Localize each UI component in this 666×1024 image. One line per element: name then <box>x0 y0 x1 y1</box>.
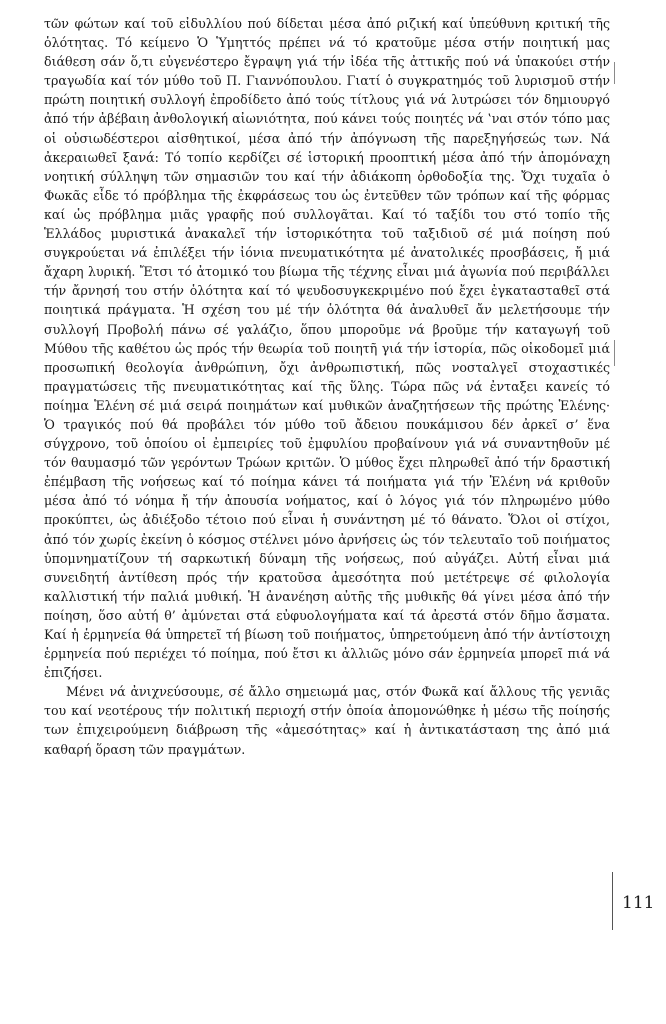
margin-mark-middle <box>614 340 615 366</box>
paragraph-closing: Μένει νά ἀνιχνεύσουμε, σέ ἄλλο σημειωμά μας, στόν Φωκᾶ καί ἄλλους τῆς γενιᾶς του καί νεοτέρους τήν πολιτική περιοχή στήν ὁποία ἀπομονώθηκε ἡ μέσω τῆς ποίησής των ἐπιχειρούμενη διάβρωση τῆς «ἀμεσότητας» καί ἡ ἀντικατάσταση της ἀπό μιά καθαρή ὅραση τῶν πραγμάτων. <box>44 684 610 757</box>
paragraph-main: τῶν φώτων καί τοῦ εἰδυλλίου πού δίδεται μέσα ἀπό ριζική καί ὑπεύθυνη κριτική τῆς ὁλότητας. Τό κείμενο Ὁ Ὑμηττός πρέπει νά τό κρατοῦμε μέσα στήν ποιητική μας διάθεση σάν ὅ,τι εὐγενέστερο ἔγραψη γιά τήν ἰδέα τῆς ἀττικῆς πού νά ὑπακούει στήν τραγωδία καί τόν μύθο τοῦ Π. Γιαννόπουλου. Γιατί ὁ συγκρατημός τοῦ λυρισμοῦ στήν πρώτη ποιητική συλλογή ἐπροδίδετο ἀπό τούς τίτλους γιά νά λυτρώσει τόν δημιουργό ἀπό τήν ἀβέβαιη ἀνθολογική αἰωνιότητα, πού κάνει τούς ποιητές νά ‛ναι στόν τόπο μας οἱ οὐσιωδέστεροι αἰσθητικοί, μέσα ἀπό τήν ἀπόγνωση τῆς παρεξηγήσεώς των. Νά ἀκεραιωθεῖ ξανά: Τό τοπίο κερδίζει σέ ἱστορική προοπτική μέσα ἀπό τήν ἀπομόναχη νοητική σύλληψη τῶν σημασιῶν του καί τήν ἀδιάκοπη ὀρθοδοξία της. Ὄχι τυχαῖα ὁ Φωκᾶς εἶδε τό πρόβλημα τῆς ἐκφράσεως του ὡς ἐντεῦθεν τῶν τρόπων καί τῆς φόρμας καί ὡς πρόβλημα μιᾶς γραφῆς πού συλλογᾶται. Καί τό ταξίδι του στό τοπίο τῆς Ἑλλάδος μυριστικά ἀνακαλεῖ τήν ἱστορικότητα τοῦ ταξιδιοῦ σέ μιά ποίηση πού συγκρούεται νά ἐπιλέξει τήν ἰόνια πνευματικότητα μέ ἀνατολικές προσβάσεις, ἤ μιά ἄχαρη λυρική. Ἔτσι τό ἀτομικό του βίωμα τῆς τέχνης εἶναι μιά ἀγωνία πού περιβάλλει τήν ἄρνησή του στήν ὁλότητα καί τό ψευδοσυγκεκριμένο πού ἔχει ἐγκατασταθεῖ στά ποιητικά πράγματα. Ἡ σχέση του μέ τήν ὁλότητα θά ἀναλυθεῖ ἄν μελετήσουμε τήν συλλογή Προβολή πάνω σέ γαλάζιο, ὅπου μποροῦμε νά βροῦμε τήν καταγωγή τοῦ Μύθου τῆς καθέτου ὡς πρός τήν θεωρία τοῦ ποιητῆ γιά τήν ἱστορία, πῶς οἰκοδομεῖ μιά προσωπική θεολογία ἀνθρώπινη, ὄχι ἀνθρωπιστική, πῶς νοσταλγεῖ στοχαστικές πραγματώσεις τῆς πνευματικότητας καί τῆς ὕλης. Τώρα πῶς νά ἐνταξει κανείς τό ποίημα Ἑλένη σέ μιά σειρά ποιημάτων καί μυθικῶν ἀναζητήσεων τῆς πρώτης Ἑλένης· Ὁ τραγικός πού θά προβάλει τόν μύθο τοῦ ἄδειου πουκάμισου δέν ἀρκεῖ σ’ ἕνα σύγχρονο, τοῦ ὁποίου οἱ ἐμπειρίες τοῦ ἐμφυλίου προβαίνουν γιά νά συναντηθοῦν μέ τόν θαυμασμό τῶν γερόντων Τρώων κριτῶν. Ὁ μύθος ἔχει πληρωθεῖ ἀπό τήν δραστική ἐπέμβαση τῆς νοήσεως καί τό ποίημα κάνει τά ποιήματα γιά τήν Ἑλένη νά κριθοῦν μέσα ἀπό τό νόημα ἤ τήν ἀπουσία νοήματος, καί ὁ λόγος γιά τόν πληρωμένο μύθο προκύπτει, ὡς ἀδιέξοδο τέτοιο πού εἶναι ἡ συνάντηση μέ τό θάνατο. Ὅλοι οἱ στίχοι, ἀπό τόν χωρίς ἐκείνη ὁ κόσμος στέλνει μόνο ἀρνήσεις ὡς τόν τελευταῖο τοῦ ποιήματος ὑπομνηματίζουν τή σαρκωτική δύναμη τῆς νοήσεως, πού αὐγάζει. Αὐτή εἶναι μιά συνειδητή ἀντίθεση πρός τήν κρατοῦσα ἀμεσότητα πού μετέτρεψε σέ φιλολογία καλλιστική τήν παλιά μυθική. Ἡ ἀνανέηση αὐτῆς τῆς μυθικῆς θά γίνει μέσα ἀπό τήν ποίηση, ὅσο αὐτή θ’ ἀμύνεται στά εὐφυολογήματα καί τά ἀρεστά στόν δῆμο ἄσματα. Καί ἡ ἑρμηνεία θά ὑπηρετεῖ τή βίωση τοῦ ποιήματος, ὑπηρετούμενη ἀπό τήν ἀντίστοιχη ἑρμηνεία πού περιέχει τό ποίημα, πού ἔτσι κι ἀλλιῶς μόνο σάν ἑρμηνεία μπορεῖ πιά νά ἐπιζήσει. <box>44 16 610 681</box>
margin-mark-top <box>614 62 615 84</box>
page-number: 111 <box>622 893 655 913</box>
body-text <box>44 14 610 759</box>
margin-mark-bottom <box>612 872 613 930</box>
